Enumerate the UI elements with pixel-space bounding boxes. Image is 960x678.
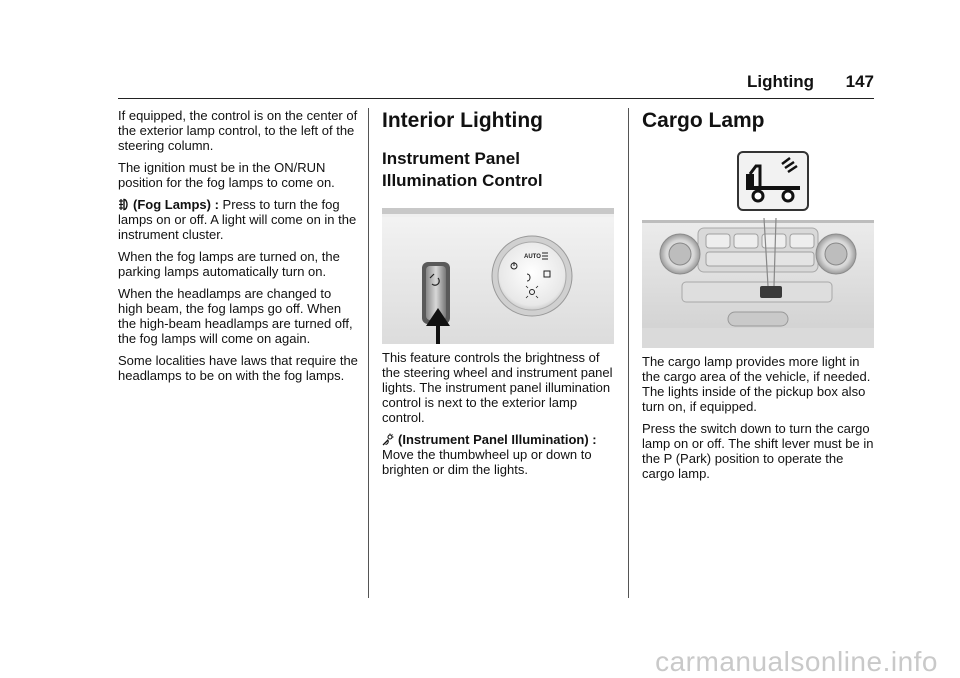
cargo-lamp-figure <box>642 150 874 348</box>
instrument-panel-illumination-figure <box>382 208 614 344</box>
instrument-panel-illumination-icon <box>382 433 395 446</box>
cargo-lamp-switch[interactable] <box>760 286 782 298</box>
paragraph: When the headlamps are changed to high beam, the fog lamps go off. When the high-beam headlamps are turned off, the fog lamps will come on again. <box>118 286 353 346</box>
page-number: 147 <box>845 72 874 91</box>
paragraph: If equipped, the control is on the center of the exterior lamp control, to the left of the steering column. <box>118 108 358 153</box>
fog-lamps-term: (Fog Lamps) : <box>133 197 219 212</box>
ip-illumination-paragraph <box>382 432 617 477</box>
cargo-lamp-heading: Cargo Lamp <box>642 109 765 132</box>
column-fog-lamps <box>118 108 358 390</box>
heading-line: Instrument Panel <box>382 149 520 168</box>
paragraph: This feature controls the brightness of the steering wheel and instrument panel lights. The instrument panel illumination control is next to the exterior lamp control. <box>382 350 613 425</box>
illumination-control-illustration <box>382 208 614 344</box>
heading-line: Illumination Control <box>382 171 543 190</box>
cargo-lamp-illustration <box>642 150 874 348</box>
column-interior-lighting <box>382 108 617 484</box>
paragraph: Press the switch down to turn the cargo lamp on or off. The shift lever must be in the P (Park) position to operate the cargo lamp. <box>642 421 874 481</box>
interior-lighting-heading: Interior Lighting <box>382 109 543 132</box>
column-divider <box>628 108 629 598</box>
fog-lamp-icon <box>118 198 130 211</box>
auto-label: AUTO <box>524 254 541 260</box>
paragraph: The cargo lamp provides more light in the cargo area of the vehicle, if needed. The lights inside of the pickup box also turn on, if equipped. <box>642 354 871 414</box>
paragraph: When the fog lamps are turned on, the parking lamps automatically turn on. <box>118 249 340 279</box>
column-cargo-lamp <box>642 108 877 488</box>
column-divider <box>368 108 369 598</box>
watermark: carmanualsonline.info <box>655 646 938 677</box>
page-header <box>118 70 874 99</box>
paragraph: Some localities have laws that require the headlamps to be on with the fog lamps. <box>118 353 358 383</box>
ip-illumination-description: Move the thumbwheel up or down to brighten or dim the lights. <box>382 447 592 477</box>
ip-illumination-term: (Instrument Panel Illumination) : <box>398 432 597 447</box>
lamp-control-knob[interactable] <box>498 242 566 310</box>
instrument-panel-heading <box>382 148 617 192</box>
paragraph: The ignition must be in the ON/RUN position for the fog lamps to come on. <box>118 160 335 190</box>
section-title: Lighting <box>746 72 814 91</box>
fog-lamps-paragraph <box>118 197 358 242</box>
fog-lamps-description: Press to turn the fog lamps on or off. A light will come on in the instrument cluster. <box>118 197 357 242</box>
